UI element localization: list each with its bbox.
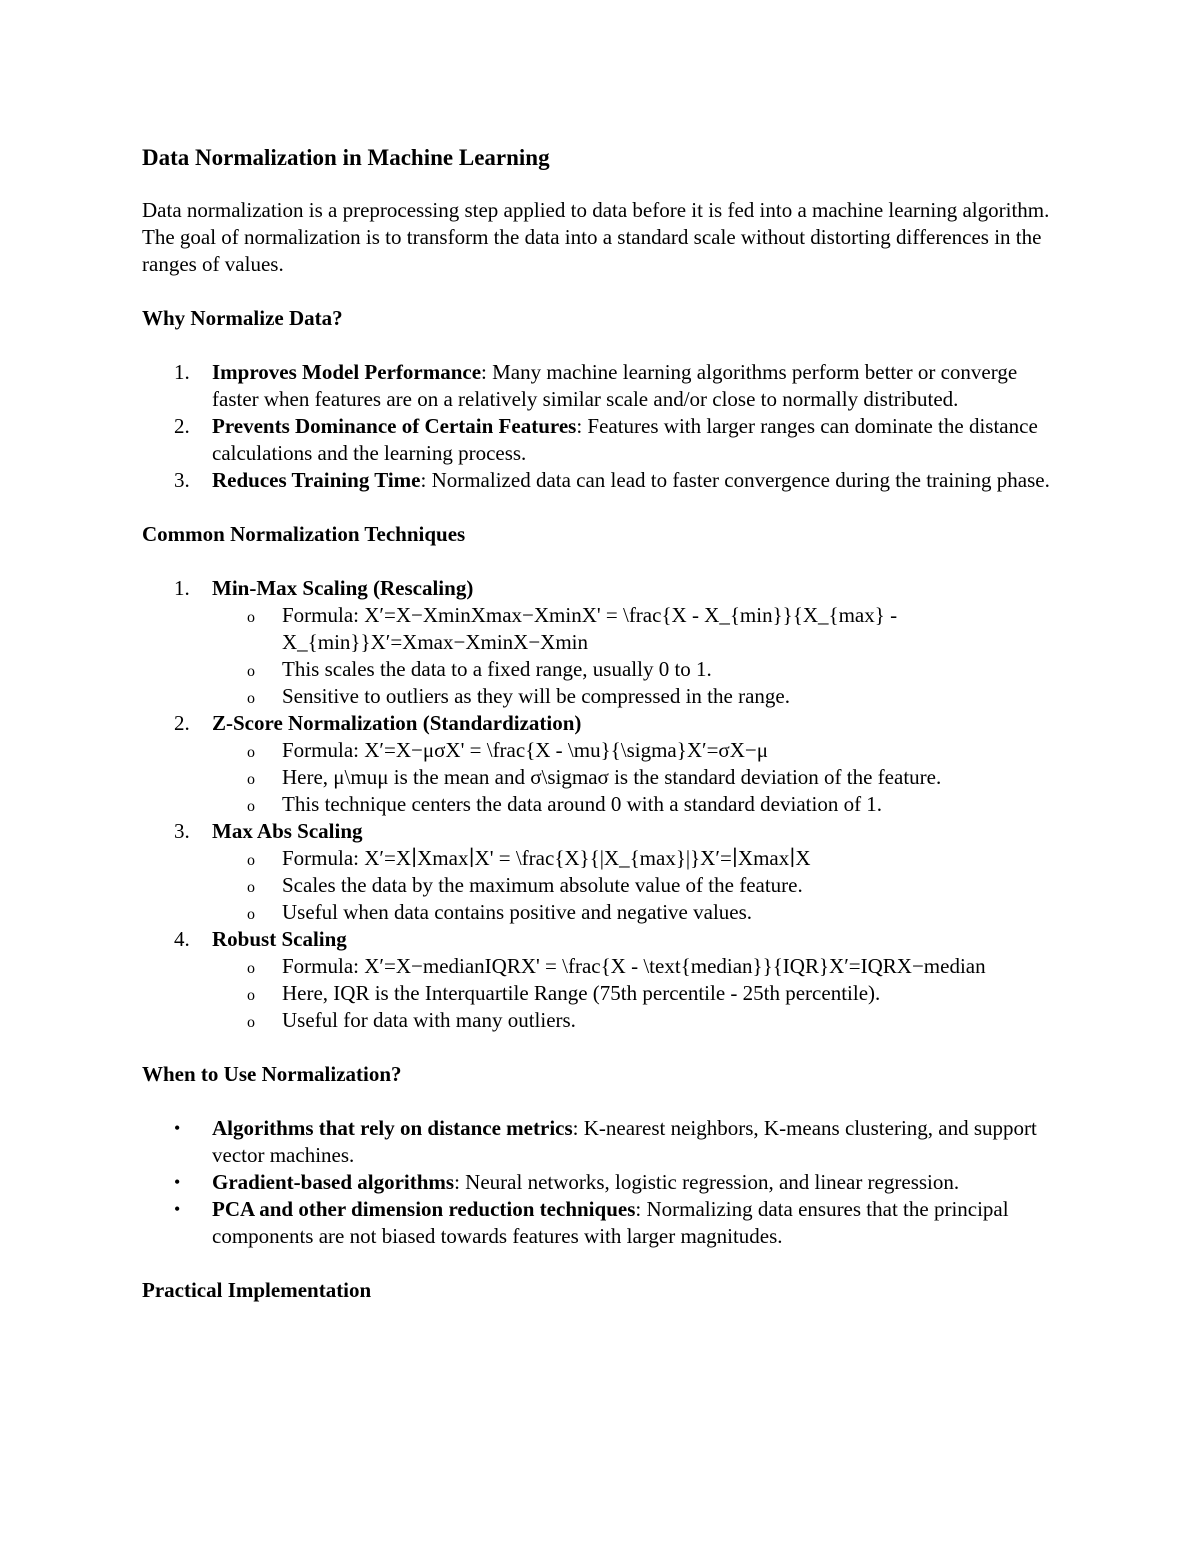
list-item-term: Algorithms that rely on distance metrics xyxy=(212,1116,573,1140)
list-item xyxy=(142,1115,1067,1169)
list-item xyxy=(142,413,1067,467)
sub-bullet: o xyxy=(247,960,255,977)
list-number: 3. xyxy=(174,819,190,843)
when-to-use-heading: When to Use Normalization? xyxy=(142,1062,402,1086)
list-item-text: : Neural networks, logistic regression, and linear regression. xyxy=(454,1170,960,1194)
sub-list-item: o This technique centers the data around 0 with a standard deviation of 1. xyxy=(142,791,1067,818)
sub-bullet: o xyxy=(247,1014,255,1031)
sub-bullet: o xyxy=(247,609,255,626)
technique-item xyxy=(142,818,1067,926)
list-item xyxy=(142,1169,1067,1196)
technique-item xyxy=(142,710,1067,818)
sub-list-item: o Formula: X′=X−μσX' = \frac{X - \mu}{\sigma}X′=σX−μ xyxy=(142,737,1067,764)
document-title: Data Normalization in Machine Learning xyxy=(142,145,550,170)
why-normalize-list xyxy=(142,359,1067,494)
technique-name: Max Abs Scaling xyxy=(212,819,363,843)
sub-bullet: o xyxy=(247,771,255,788)
technique-details xyxy=(142,602,1067,710)
sub-bullet: o xyxy=(247,690,255,707)
list-item-text: : Features with larger ranges can dominate the distance calculations and the learning process. xyxy=(212,414,1038,465)
sub-list-item: o Useful when data contains positive and negative values. xyxy=(142,899,1067,926)
list-item-term: Reduces Training Time xyxy=(212,468,421,492)
sub-bullet: o xyxy=(247,663,255,680)
techniques-list xyxy=(142,575,1067,1034)
bullet-icon: • xyxy=(174,1118,181,1138)
sub-list-item: o This scales the data to a fixed range, usually 0 to 1. xyxy=(142,656,1067,683)
list-number: 1. xyxy=(174,360,190,384)
list-number: 4. xyxy=(174,927,190,951)
sub-list-item: o Here, μ\muμ is the mean and σ\sigmaσ is the standard deviation of the feature. xyxy=(142,764,1067,791)
sub-bullet: o xyxy=(247,987,255,1004)
list-item-text: : Many machine learning algorithms perform better or converge faster when features are on a relatively similar scale and/or close to normally distributed. xyxy=(212,360,1018,411)
technique-details xyxy=(142,737,1067,818)
list-item-term: Gradient-based algorithms xyxy=(212,1170,455,1194)
techniques-heading: Common Normalization Techniques xyxy=(142,522,466,546)
sub-bullet: o xyxy=(247,852,255,869)
intro-paragraph: Data normalization is a preprocessing step applied to data before it is fed into a machine learning algorithm. The goal of normalization is to transform the data into a standard scale without distorting differences in the ranges of values. xyxy=(142,198,1050,276)
bullet-icon: • xyxy=(174,1199,181,1219)
technique-details xyxy=(142,953,1067,1034)
sub-bullet: o xyxy=(247,879,255,896)
sub-list-item: o Formula: X′=X−medianIQRX' = \frac{X - \text{median}}{IQR}X′=IQRX−median xyxy=(142,953,1067,980)
list-item-text: : Normalizing data ensures that the principal components are not biased towards features with larger magnitudes. xyxy=(212,1197,1009,1248)
bullet-icon: • xyxy=(174,1172,181,1192)
sub-bullet: o xyxy=(247,744,255,761)
list-item-text: : K-nearest neighbors, K-means clustering, and support vector machines. xyxy=(212,1116,1037,1167)
why-normalize-heading: Why Normalize Data? xyxy=(142,306,343,330)
sub-bullet: o xyxy=(247,906,255,923)
sub-list-item: o Useful for data with many outliers. xyxy=(142,1007,1067,1034)
technique-name: Min-Max Scaling (Rescaling) xyxy=(212,576,474,600)
sub-list-item: o Formula: X′=X∣Xmax∣X' = \frac{X}{|X_{max}|}X′=∣Xmax∣X xyxy=(142,845,1067,872)
sub-list-item: o Formula: X′=X−XminXmax−XminX' = \frac{X - X_{min}}{X_{max} - X_{min}}X′=Xmax−XminX−Xmin xyxy=(247,603,898,654)
list-number: 3. xyxy=(174,468,190,492)
list-item-term: Prevents Dominance of Certain Features xyxy=(212,414,577,438)
sub-list-item: o Sensitive to outliers as they will be compressed in the range. xyxy=(142,683,1067,710)
technique-name: Robust Scaling xyxy=(212,927,347,951)
document-page xyxy=(142,143,1067,1304)
list-item xyxy=(142,359,1067,413)
sub-list-item: o Scales the data by the maximum absolute value of the feature. xyxy=(142,872,1067,899)
list-number: 1. xyxy=(174,576,190,600)
practical-heading: Practical Implementation xyxy=(142,1278,372,1302)
list-item xyxy=(142,467,1067,494)
sub-bullet: o xyxy=(247,798,255,815)
list-item xyxy=(142,1196,1067,1250)
technique-name: Z-Score Normalization (Standardization) xyxy=(212,711,582,735)
list-item-text: : Normalized data can lead to faster convergence during the training phase. xyxy=(420,468,1050,492)
when-to-use-list xyxy=(142,1115,1067,1250)
list-item-term: PCA and other dimension reduction techniques xyxy=(212,1197,636,1221)
technique-item xyxy=(142,575,1067,710)
technique-details xyxy=(142,845,1067,926)
list-number: 2. xyxy=(174,711,190,735)
list-item-term: Improves Model Performance xyxy=(212,360,482,384)
list-number: 2. xyxy=(174,414,190,438)
technique-item xyxy=(142,926,1067,1034)
sub-list-item: o Here, IQR is the Interquartile Range (75th percentile - 25th percentile). xyxy=(142,980,1067,1007)
